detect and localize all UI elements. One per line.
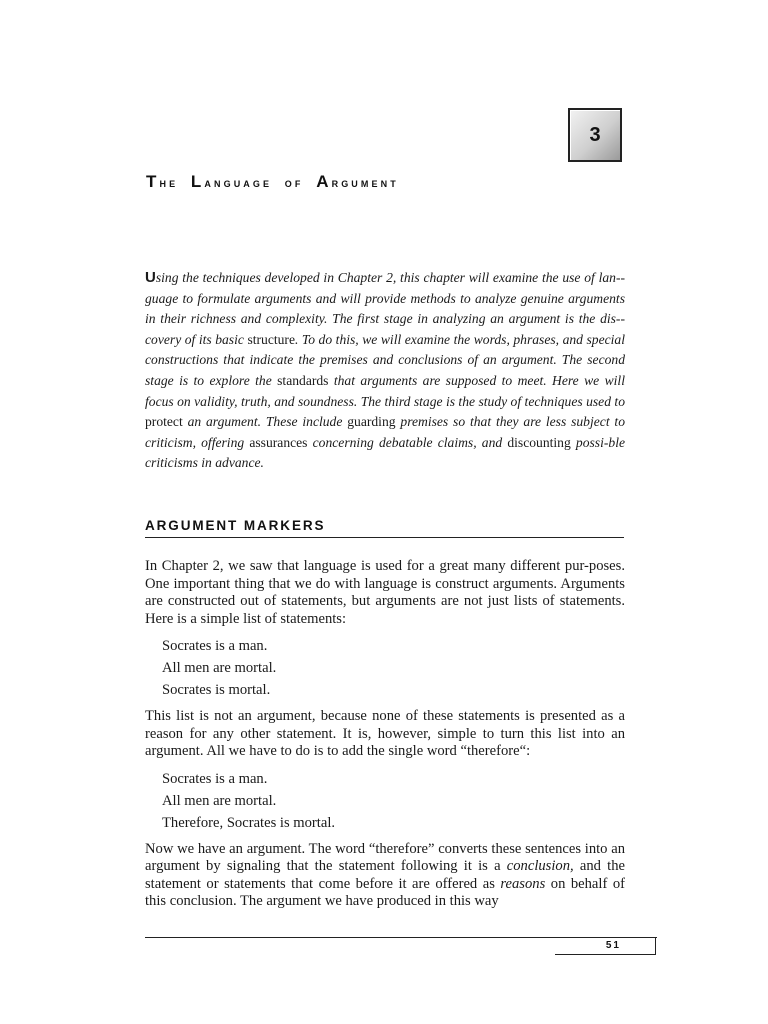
list-item: Therefore, Socrates is mortal. xyxy=(162,814,336,831)
chapter-title-part: he xyxy=(159,175,191,190)
intro-term-protect: protect xyxy=(145,414,183,430)
chapter-introduction xyxy=(145,268,625,474)
section-heading: ARGUMENT MARKERS xyxy=(145,518,624,538)
intro-text: sing the techniques developed in Chapter 2, this chapter will examine the use of lan-guage to formulate arguments and will provide methods to analyze genuine arguments in their richness and complexity. The first stage in analyzing an argument is the dis-covery of its basic xyxy=(145,270,625,347)
body-paragraph xyxy=(145,841,625,911)
intro-term-assurances: assurances xyxy=(249,434,308,450)
chapter-number: 3 xyxy=(589,123,601,146)
argument-list xyxy=(162,768,625,834)
chapter-title xyxy=(146,172,399,192)
list-item: All men are mortal. xyxy=(162,792,277,809)
body-paragraph: In Chapter 2, we saw that language is used for a great many different pur-poses. One important thing that we do with language is construct arguments. Arguments are constructed out of statements, but arguments are not just lists of statements. Here is a simple list of statements: xyxy=(145,558,625,627)
intro-text: that arguments are supposed to meet. Here we will focus on validity, truth, and soundness. The third stage is the study of techniques used to xyxy=(145,372,625,409)
intro-term-discounting: discounting xyxy=(507,434,571,450)
list-item: Socrates is mortal. xyxy=(162,682,271,698)
chapter-title-part: A xyxy=(316,172,332,191)
chapter-number-box xyxy=(568,108,622,162)
chapter-title-part: rgument xyxy=(331,175,399,190)
body-text-span: and the statement or statements that come before it are offered as xyxy=(145,858,625,892)
intro-text: premises so that they are less subject to criticism, offering xyxy=(145,414,625,450)
chapter-title-part: L xyxy=(190,172,205,191)
drop-cap: U xyxy=(145,269,156,286)
body-paragraph: This list is not an argument, because none of these statements is presented as a reason for any other statement. It is, however, simple to turn this list into an argument. All we have to do is to add the single word “therefore“: xyxy=(145,708,625,759)
list-item: Socrates is a man. xyxy=(162,770,268,787)
chapter-title-part: anguage of xyxy=(204,175,317,190)
statement-list xyxy=(162,635,625,701)
body-text xyxy=(145,558,625,911)
term-reasons: reasons xyxy=(500,875,546,892)
intro-term-standards: standards xyxy=(277,372,329,388)
list-item: Socrates is a man. xyxy=(162,638,268,654)
intro-term-structure: structure xyxy=(247,331,295,347)
list-item: All men are mortal. xyxy=(162,660,277,676)
body-text-span: Now we have an argument. The word “therefore” converts these sentences into an argument by signaling that the statement following it is a xyxy=(145,840,625,874)
intro-term-guarding: guarding xyxy=(347,414,396,430)
intro-text: . To do this, we will examine the words, phrases, and special constructions that indicate the premises and conclusions of an argument. The second stage is to explore the xyxy=(145,331,626,388)
chapter-title-part: T xyxy=(146,172,160,191)
intro-text: an argument. These include xyxy=(182,414,348,430)
intro-text: concerning debatable claims, and xyxy=(307,434,508,450)
page-number: 51 xyxy=(555,938,656,955)
body-text-span: on behalf of this conclusion. The argument we have produced in this way xyxy=(145,875,625,909)
term-conclusion: conclusion, xyxy=(506,858,574,874)
intro-text: possi-ble criticisms in advance. xyxy=(145,434,626,471)
